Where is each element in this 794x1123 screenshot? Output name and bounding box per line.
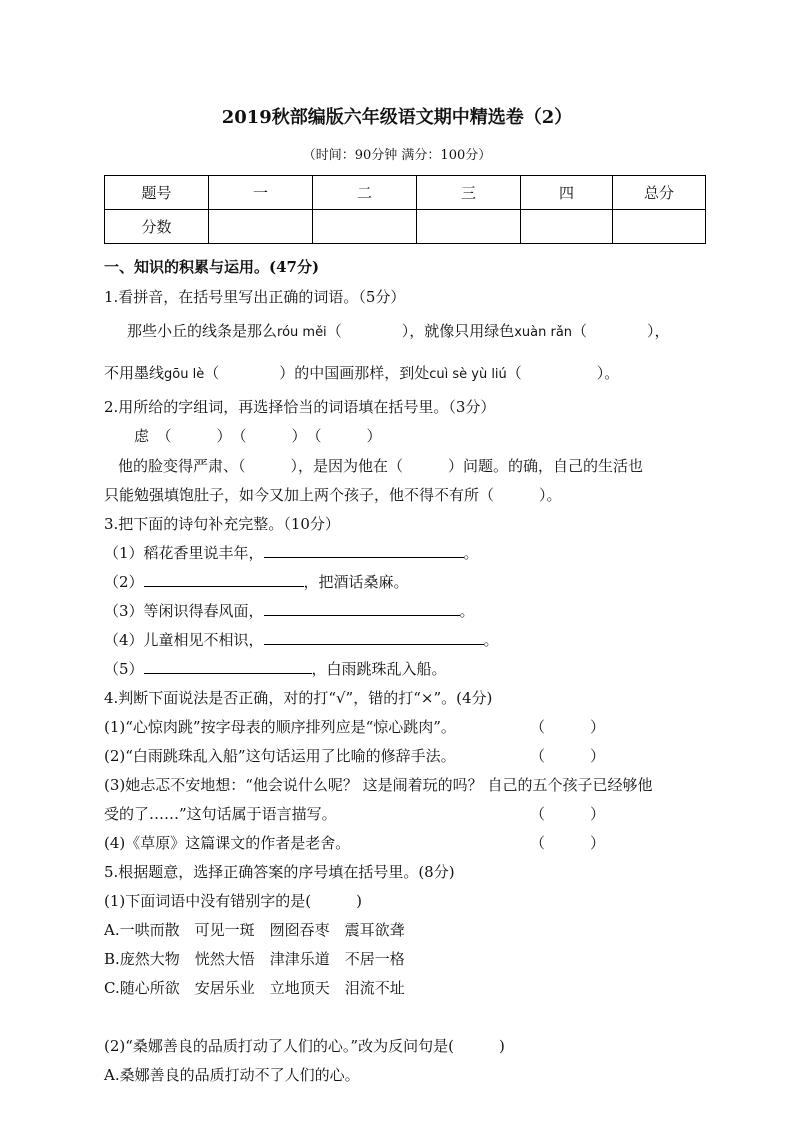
question-2-chars: 虑 （ ） （ ） （ ） — [134, 427, 382, 445]
poem-text: （3）等闲识得春风面， — [104, 602, 264, 620]
score-cell[interactable] — [613, 210, 706, 244]
sub-question: (2)“桑娜善良的品质打动了人们的心。”改为反问句是( ) — [104, 1037, 505, 1055]
q1-text: （ ）。 — [506, 364, 620, 382]
poem-line — [104, 658, 447, 679]
question-3-prompt: 3.把下面的诗句补充完整。（10分） — [104, 515, 340, 533]
score-header-cell: 三 — [417, 176, 521, 210]
score-table — [104, 175, 706, 244]
q1-text: （ ），就像只用绿色 — [326, 322, 515, 340]
judge-item: 受的了……”这句话属于语言描写。 — [104, 805, 337, 823]
question-1-line-1 — [127, 320, 670, 341]
poem-text: 。 — [483, 631, 499, 649]
fill-blank[interactable] — [264, 543, 464, 558]
score-header-cell: 一 — [209, 176, 313, 210]
score-header-cell: 四 — [521, 176, 613, 210]
score-cell[interactable] — [417, 210, 521, 244]
fill-blank[interactable] — [144, 572, 304, 587]
option-a: A.桑娜善良的品质打动不了人们的心。 — [104, 1066, 360, 1084]
poem-text: （5） — [104, 660, 144, 678]
judge-item: (2)“白雨跳珠乱入船”这句话运用了比喻的修辞手法。 — [104, 747, 456, 765]
poem-text: （1）稻花香里说丰年， — [104, 544, 264, 562]
exam-info: （时间：90分钟 满分：100分） — [302, 148, 492, 163]
poem-text: （4）儿童相见不相识， — [104, 631, 264, 649]
answer-paren[interactable]: （ ） — [530, 718, 606, 736]
fill-blank[interactable] — [264, 630, 484, 645]
score-table-header-row — [105, 176, 706, 210]
score-header-cell: 二 — [313, 176, 417, 210]
page-title: 2019秋部编版六年级语文期中精选卷（2） — [221, 107, 573, 128]
answer-paren[interactable]: （ ） — [530, 805, 606, 823]
section-heading: 一、知识的积累与运用。(47分) — [104, 258, 320, 276]
option-b: B.庞然大物 恍然大悟 津津乐道 不居一格 — [104, 950, 405, 968]
score-header-cell: 题号 — [105, 176, 209, 210]
question-2-sentence: 他的脸变得严肃、（ ），是因为他在（ ）问题。的确，自己的生活也 — [118, 457, 644, 475]
option-a: A.一哄而散 可见一斑 囫囵吞枣 震耳欲聋 — [104, 921, 405, 939]
answer-paren[interactable]: （ ） — [530, 834, 606, 852]
answer-paren[interactable]: （ ） — [530, 747, 606, 765]
poem-line — [104, 629, 499, 650]
poem-line — [104, 571, 409, 592]
judge-item: (4)《草原》这篇课文的作者是老舍。 — [104, 834, 351, 852]
poem-text: ，把酒话桑麻。 — [303, 573, 409, 591]
sub-question: (1)下面词语中没有错别字的是( ) — [104, 892, 362, 910]
poem-line — [104, 542, 479, 563]
pinyin: róu měi — [277, 325, 327, 340]
score-cell[interactable] — [209, 210, 313, 244]
question-1-prompt: 1.看拼音，在括号里写出正确的词语。（5分） — [104, 288, 406, 306]
pinyin: gōu lè — [164, 367, 205, 382]
pinyin: cuì sè yù liú — [429, 367, 507, 382]
fill-blank[interactable] — [144, 659, 312, 674]
question-5-prompt: 5.根据题意，选择正确答案的序号填在括号里。(8分) — [104, 863, 455, 881]
score-cell[interactable] — [521, 210, 613, 244]
score-table-score-row — [105, 210, 706, 244]
score-header-cell: 总分 — [613, 176, 706, 210]
q1-text: （ ）， — [572, 322, 670, 340]
poem-text: 。 — [463, 544, 479, 562]
fill-blank[interactable] — [264, 601, 460, 616]
question-2-prompt: 2.用所给的字组词，再选择恰当的词语填在括号里。（3分） — [104, 398, 496, 416]
poem-text: ，白雨跳珠乱入船。 — [311, 660, 447, 678]
q1-text: 不用墨线 — [104, 364, 165, 382]
question-4-prompt: 4.判断下面说法是否正确，对的打“√”，错的打“×”。(4分) — [104, 689, 493, 707]
poem-text: （2） — [104, 573, 144, 591]
option-c: C.随心所欲 安居乐业 立地顶天 泪流不址 — [104, 979, 405, 997]
judge-item: (1)“心惊肉跳”按字母表的顺序排列应是“惊心跳肉”。 — [104, 718, 456, 736]
poem-line — [104, 600, 475, 621]
question-2-sentence: 只能勉强填饱肚子，如今又加上两个孩子，他不得不有所（ ）。 — [104, 486, 562, 504]
pinyin: xuàn rǎn — [514, 325, 573, 340]
question-1-line-2 — [104, 362, 619, 383]
score-row-label: 分数 — [105, 210, 209, 244]
poem-text: 。 — [459, 602, 475, 620]
score-cell[interactable] — [313, 210, 417, 244]
q1-text: 那些小丘的线条是那么 — [127, 322, 278, 340]
q1-text: （ ）的中国画那样，到处 — [204, 364, 430, 382]
judge-item: (3)她忐忑不安地想：“他会说什么呢？ 这是闹着玩的吗？ 自己的五个孩子已经够他 — [104, 776, 653, 794]
